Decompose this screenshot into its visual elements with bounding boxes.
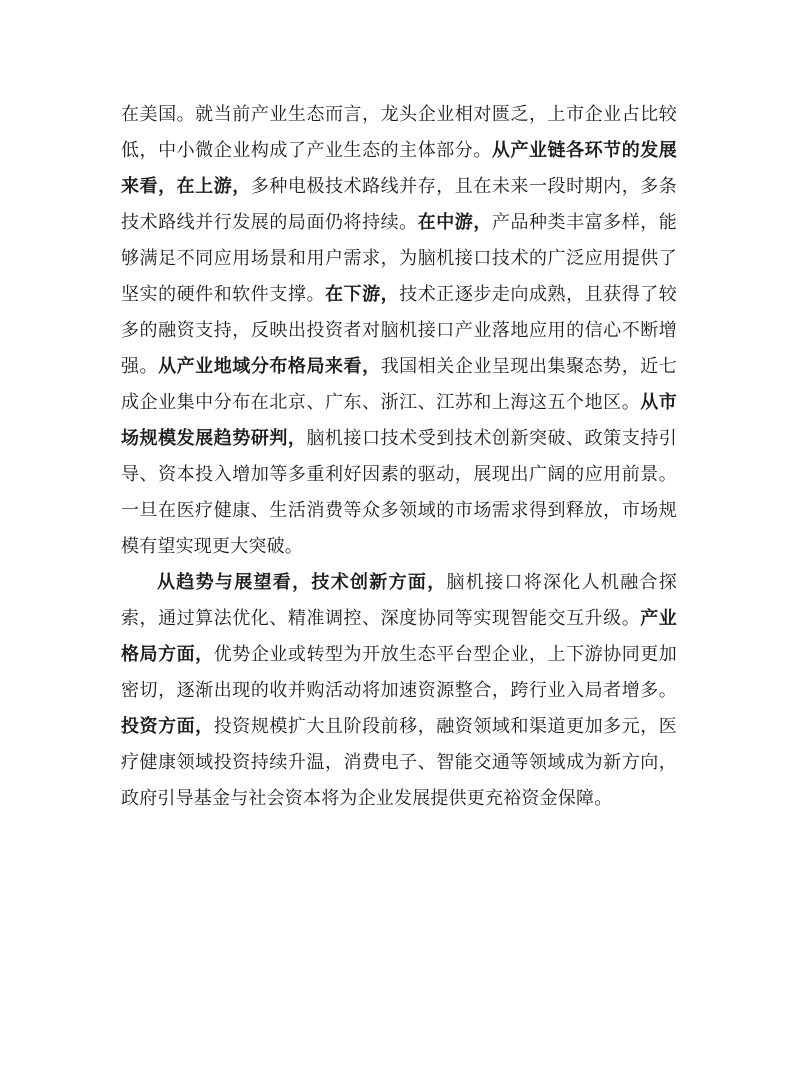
- heading-industry-landscape: 产业格局方面，: [121, 608, 677, 665]
- paragraph-text: 投资规模扩大且阶段前移，融资领域和渠道更加多元，医疗健康领域投资持续升温，消费电子、智能交通等领域成为新方向，政府引导基金与社会资本将为企业发展提供更充裕资金保障。: [121, 716, 678, 809]
- heading-trends-tech-innovation: 从趋势与展望看，技术创新方面，: [157, 572, 447, 593]
- heading-regional-distribution: 从产业地域分布格局来看，: [158, 356, 381, 377]
- heading-midstream: 在中游，: [417, 212, 492, 233]
- heading-investment: 投资方面，: [121, 716, 214, 737]
- paragraph-text: 多种电极技术路线并存，且在未来一段时期内，多条技术路线并行发展的局面仍将持续。: [121, 176, 677, 233]
- paragraph-text: 脑机接口技术受到技术创新突破、政策支持引导、资本投入增加等多重利好因素的驱动，展现出广阔的应用前景。一旦在医疗健康、生活消费等众多领域的市场需求得到释放，市场规模有望实现更大突破。: [121, 428, 678, 557]
- paragraph-text: 脑机接口将深化人机融合探索，通过算法优化、精准调控、深度协同等实现智能交互升级。: [121, 572, 677, 629]
- paragraph-text: 技术正逐步走向成熟，且获得了较多的融资支持，反映出投资者对脑机接口产业落地应用的信心不断增强。: [121, 284, 678, 377]
- heading-market-scale-trend: 从市场规模发展趋势研判，: [121, 392, 677, 449]
- heading-industry-chain-upstream: 从产业链各环节的发展来看，在上游，: [121, 140, 678, 197]
- document-body: [121, 97, 677, 817]
- paragraph-text: 在美国。就当前产业生态而言，龙头企业相对匮乏，上市企业占比较低，中小微企业构成了产业生态的主体部分。: [121, 104, 677, 161]
- paragraph-industry-overview: [121, 97, 677, 565]
- heading-downstream: 在下游，: [325, 284, 400, 305]
- paragraph-text: 产品种类丰富多样，能够满足不同应用场景和用户需求，为脑机接口技术的广泛应用提供了坚实的硬件和软件支撑。: [121, 212, 678, 305]
- paragraph-trends-outlook: [121, 565, 677, 817]
- paragraph-text: 优势企业或转型为开放生态平台型企业，上下游协同更加密切，逐渐出现的收并购活动将加速资源整合，跨行业入局者增多。: [121, 644, 678, 701]
- paragraph-text: 我国相关企业呈现出集聚态势，近七成企业集中分布在北京、广东、浙江、江苏和上海这五个地区。: [121, 356, 677, 413]
